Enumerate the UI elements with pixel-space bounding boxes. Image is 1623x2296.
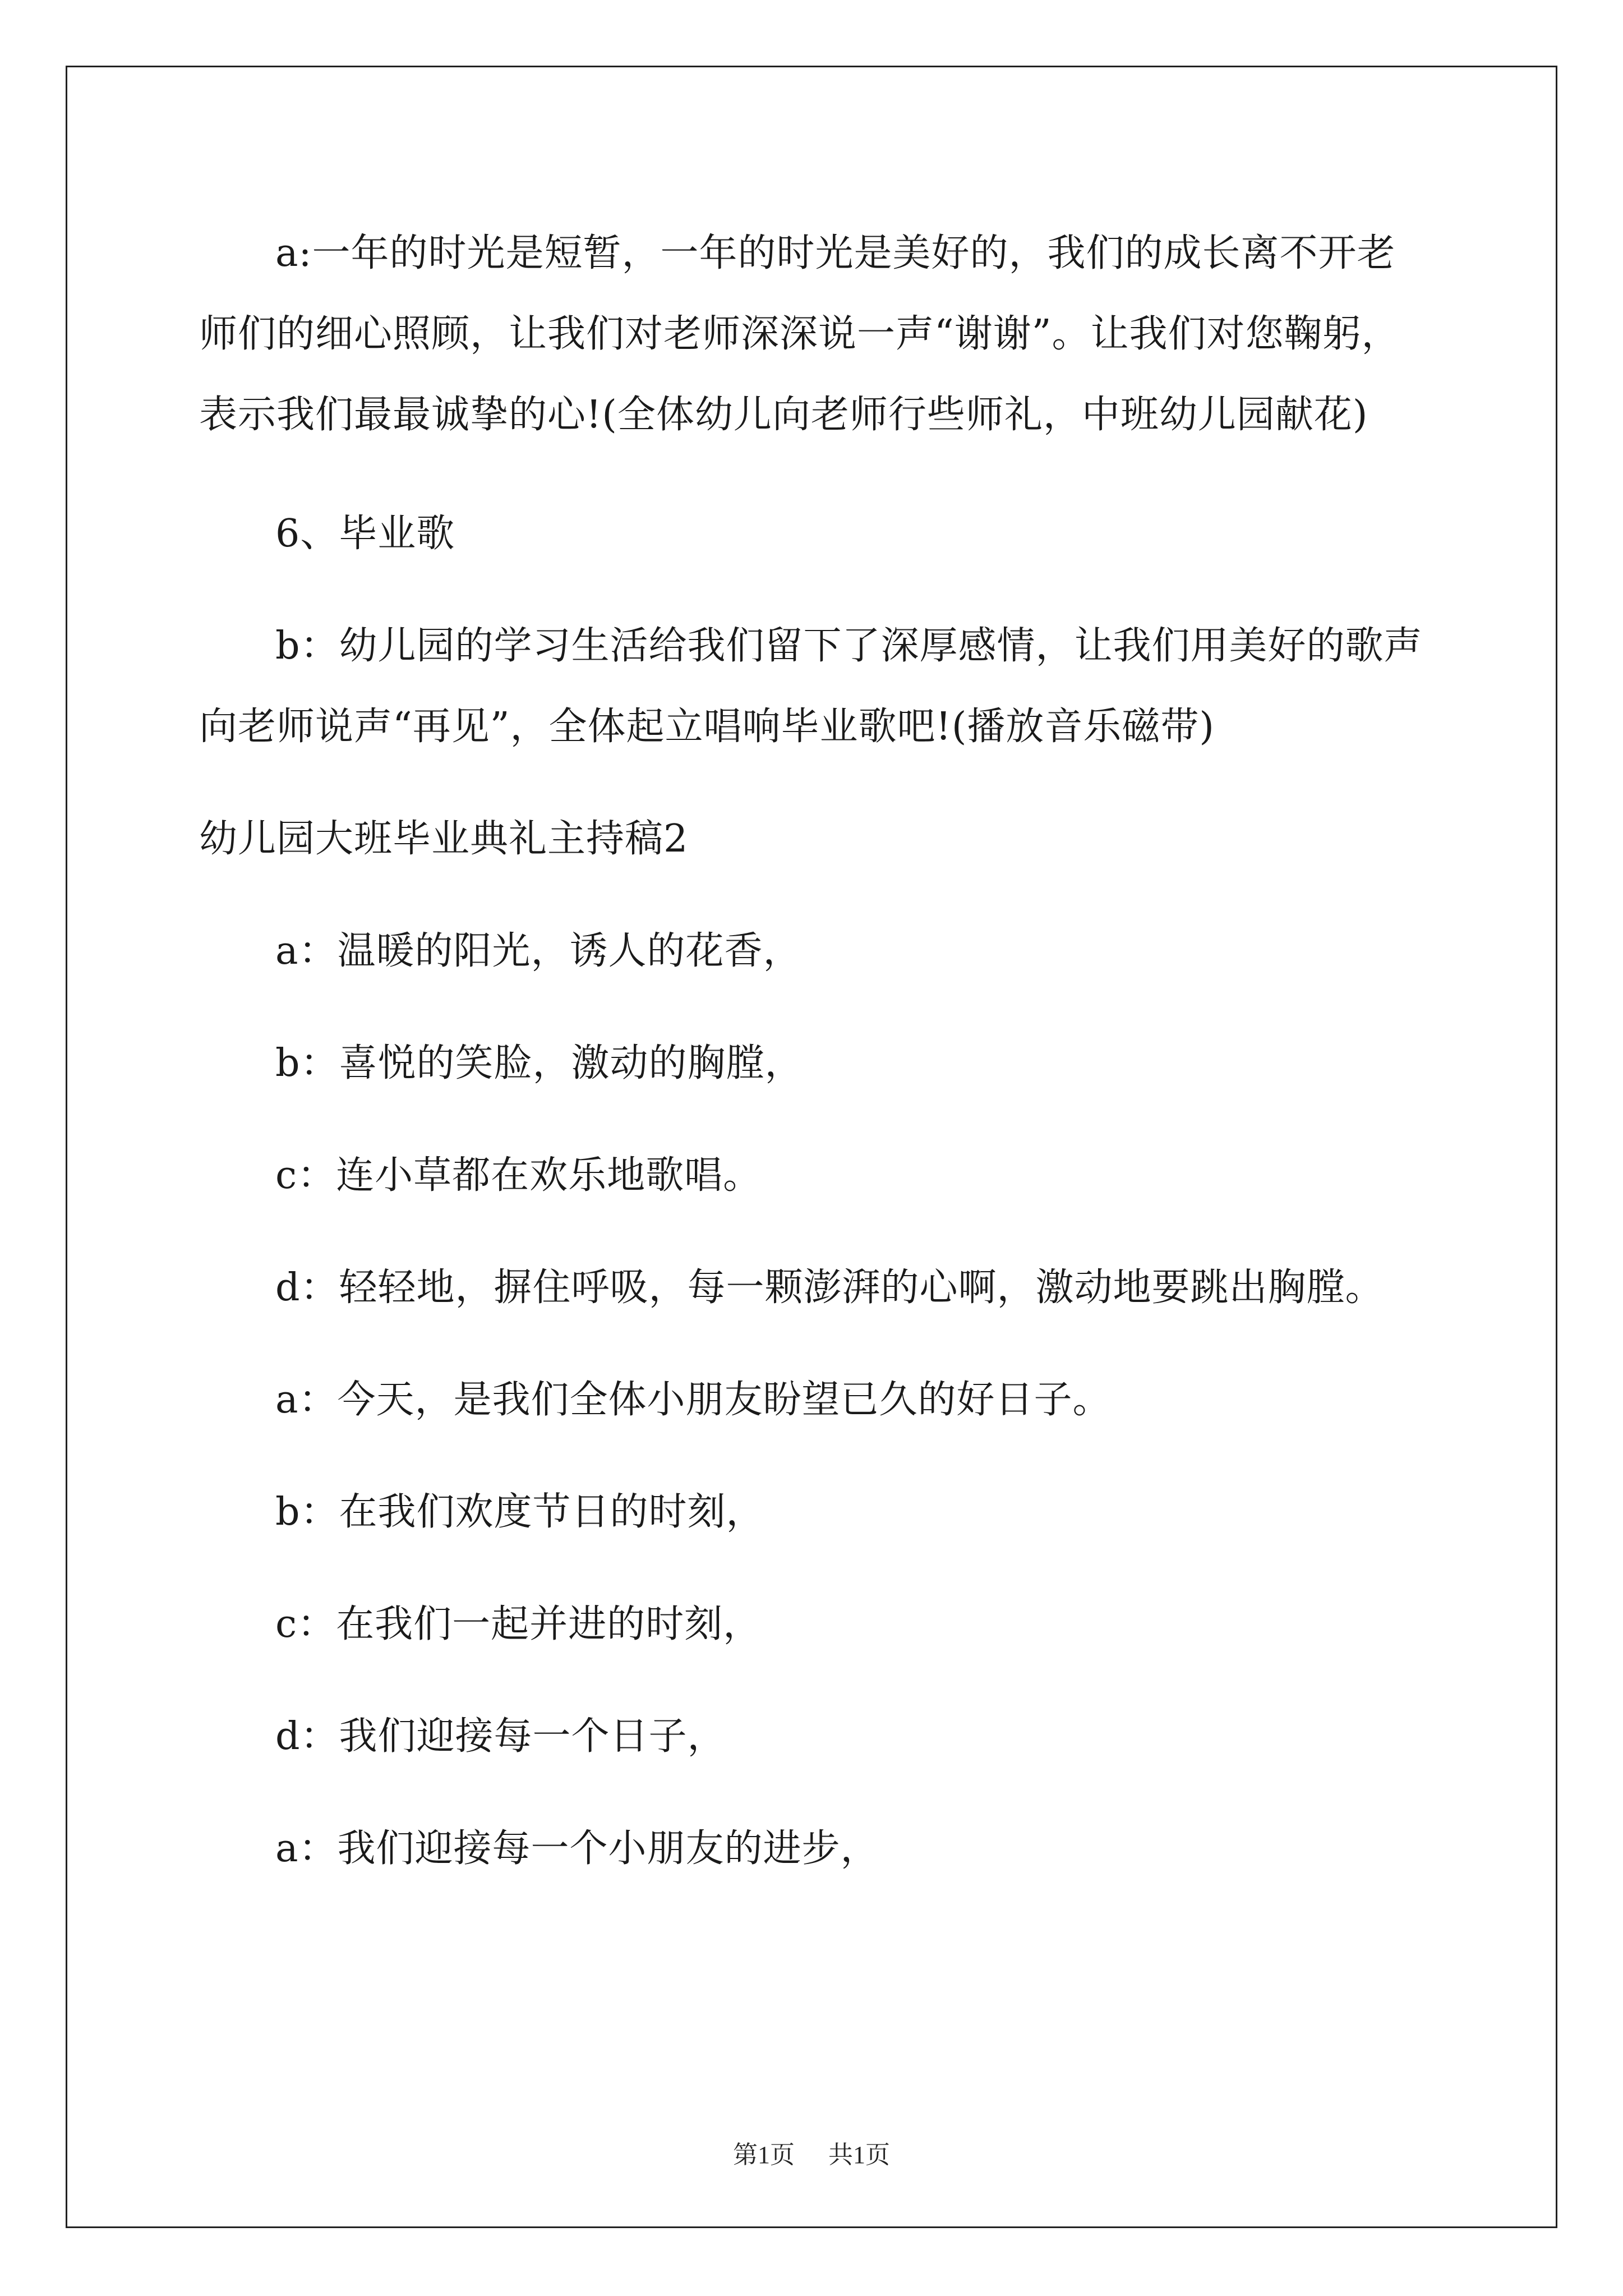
paragraph: d：我们迎接每一个日子， (275, 1714, 726, 1759)
paragraph: d：轻轻地，摒住呼吸，每一颗澎湃的心啊，激动地要跳出胸膛。 (275, 1266, 1384, 1310)
paragraph: a：我们迎接每一个小朋友的进步， (275, 1826, 879, 1871)
page-number-current: 第1页 (733, 2141, 795, 2169)
section-heading: 幼儿园大班毕业典礼主持稿2 (199, 817, 689, 861)
paragraph: b：幼儿园的学习生活给我们留下了深厚感情，让我们用美好的歌声向老师说声“再见”，全体起立唱响毕业歌吧!(播放音乐磁带) (199, 624, 1423, 749)
paragraph: a：今天，是我们全体小朋友盼望已久的好日子。 (275, 1378, 1112, 1422)
document-body (199, 213, 1433, 1921)
paragraph: b：在我们欢度节日的时刻， (275, 1490, 765, 1534)
paragraph: a：温暖的阳光，诱人的花香， (275, 929, 802, 973)
page-footer (0, 2134, 1623, 2170)
paragraph: c：连小草都在欢乐地歌唱。 (275, 1153, 762, 1198)
paragraph: a:一年的时光是短暂，一年的时光是美好的，我们的成长离不开老师们的细心照顾，让我们对老师深深说一声“谢谢”。让我们对您鞠躬，表示我们最最诚挚的心!(全体幼儿向老师行些师礼，中班幼儿园献花) (199, 231, 1400, 437)
paragraph: b：喜悦的笑脸，激动的胸膛， (275, 1041, 804, 1085)
paragraph: 6、毕业歌 (275, 512, 455, 556)
page-number-total: 共1页 (828, 2141, 890, 2169)
paragraph: c：在我们一起并进的时刻， (275, 1602, 762, 1646)
